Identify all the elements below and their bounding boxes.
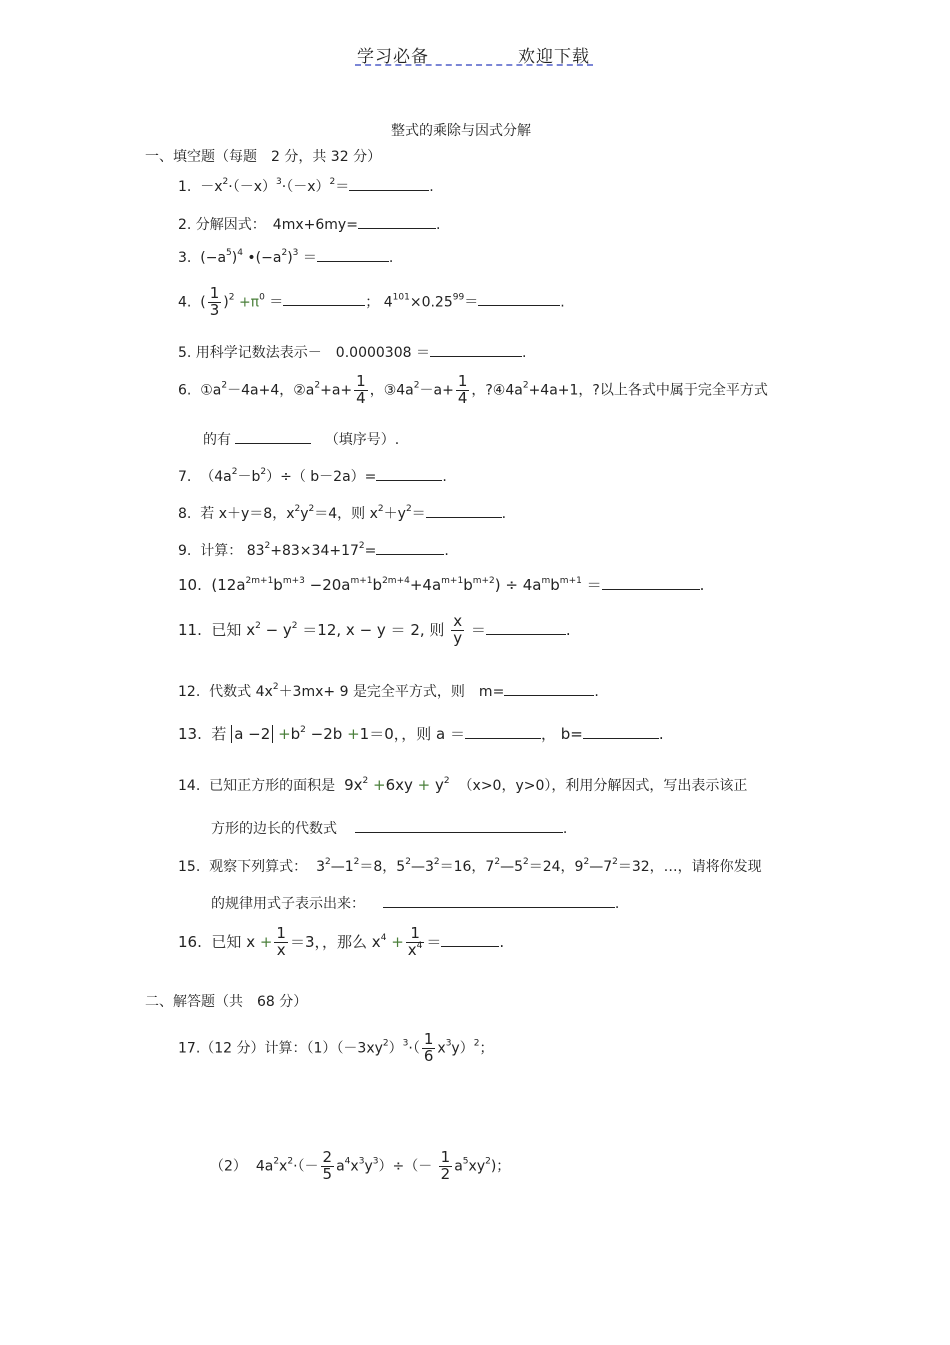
question-1: 1. $-x^2\cdot(-x)^3\cdot(-x)^2=$ . xyxy=(178,177,434,195)
answer-blank xyxy=(376,470,442,481)
question-16-number: 16. xyxy=(178,932,202,951)
question-7: 7. $(4a^2-b^2)\div$（ b－2a）= . xyxy=(178,467,447,485)
question-15-prefix: 观察下列算式： xyxy=(209,859,308,875)
question-17-part-2-label: （2） xyxy=(210,1158,247,1175)
question-3: 3. $(-a^5)^4$ $•(-a^2)^3$ ＝ . xyxy=(178,248,394,266)
question-12-number: 12. xyxy=(178,684,201,700)
fraction: $\frac{1}{3}$ xyxy=(209,284,220,319)
question-9-number: 9. xyxy=(178,543,192,559)
question-14-label: 方形的边长的代数式 xyxy=(211,821,337,837)
question-14-number: 14. xyxy=(178,778,201,794)
answer-blank xyxy=(283,295,365,306)
question-14-tail: （x>0，y>0），利用分解因式，写出表示该正 xyxy=(458,778,748,794)
question-8: 8. 若 x＋y＝8，$x^2y^2=4$，则 $x^2+y^2=$ . xyxy=(178,504,507,522)
fraction: $\frac{1}{x}$ xyxy=(276,924,286,959)
question-14: 14. 已知正方形的面积是 $9x^2 +6xy + y^2$ （x>0，y>0），利用分解因式，写出表示该正 xyxy=(178,776,748,794)
question-1-number: 1. xyxy=(178,179,192,195)
fraction: $\frac{1}{6}$ xyxy=(423,1030,434,1065)
answer-blank xyxy=(486,624,566,635)
question-13-number: 13. xyxy=(178,725,202,743)
answer-blank xyxy=(426,507,502,518)
question-15-label: 的规律用式子表示出来： xyxy=(211,896,365,912)
header-right: 欢迎下载 xyxy=(518,47,590,67)
answer-blank xyxy=(383,897,615,908)
fraction: $\frac{1}{2}$ xyxy=(440,1148,451,1183)
question-14-continuation: 方形的边长的代数式 . xyxy=(211,821,568,837)
question-14-prefix: 已知正方形的面积是 xyxy=(209,778,336,794)
fraction: $\frac{1}{4}$ xyxy=(356,372,366,407)
question-6-continuation xyxy=(203,429,399,449)
answer-blank xyxy=(317,251,389,262)
section-answer-heading: 二、解答题（共 68 分） xyxy=(145,994,308,1010)
answer-blank xyxy=(441,936,499,947)
question-15-number: 15. xyxy=(178,859,201,875)
fraction: $\frac{x}{y}$ xyxy=(453,612,463,647)
question-11-then: 则 xyxy=(429,620,445,639)
question-15-continuation: 的规律用式子表示出来： . xyxy=(211,896,620,912)
question-8-prefix: 若 xyxy=(200,506,215,522)
question-17-text: 17.（12 分）计算：（1） xyxy=(178,1040,337,1057)
question-12: 12. 代数式 $4x^2+3mx+ 9$ 是完全平方式，则 m= . xyxy=(178,682,599,700)
header-left: 学习必备 xyxy=(357,47,429,67)
question-16-prefix: 已知 xyxy=(211,932,242,951)
question-16: 16. 已知 x + $\frac{1}{x}$ ＝3，，那么 $x^4$ + $\frac{1}{x^4}$ ＝ . xyxy=(178,924,505,959)
question-17-part-1: 17.（12 分）计算：$(1)(-3xy^2)^3\cdot$（ $\frac{1}{6}$ $x^3y)^2$； xyxy=(178,1030,494,1065)
answer-blank xyxy=(358,218,436,229)
question-10-number: 10. xyxy=(178,576,202,594)
question-11: 11. 已知 $x^2 - y^2 =12$, x − y ＝ 2, 则 $\frac{x}{y}$ ＝ . xyxy=(178,612,571,647)
answer-blank xyxy=(376,544,444,555)
question-8-number: 8. xyxy=(178,506,192,522)
question-7-number: 7. xyxy=(178,469,192,485)
answer-blank xyxy=(504,685,594,696)
question-16-then: ，那么 xyxy=(322,932,368,951)
question-13-then: ，则 xyxy=(401,725,432,743)
section-fill-in-heading: 一、填空题（每题 2 分，共 32 分） xyxy=(145,149,382,165)
question-6-tail: ，?以上各式中属于完全平方式 xyxy=(578,382,768,399)
answer-blank xyxy=(602,579,700,590)
question-13-prefix: 若 xyxy=(211,725,227,743)
question-5: 5. 用科学记数法表示－ 0.0000308 ＝ . xyxy=(178,345,527,361)
answer-blank xyxy=(430,346,522,357)
question-11-number: 11. xyxy=(178,620,202,639)
question-15-tail: ，…，请将你发现 xyxy=(649,859,762,875)
question-12-middle: 是完全平方式，则 xyxy=(352,684,465,700)
question-13: 13. 若 $a -2 +b^2 -2b +1=0$，，则 a ＝ ， b= . xyxy=(178,725,664,743)
question-12-prefix: 代数式 xyxy=(209,684,252,700)
answer-blank xyxy=(465,728,541,739)
question-10: 10. $(12a^{2m+1}b^{m+3} -20a^{m+1}b^{2m+4}+4a^{m+1}b^{m+2}) \div 4a^mb^{m+1}$ ＝ . xyxy=(178,576,705,594)
question-2: 2. 分解因式： 4mx+6my= . xyxy=(178,217,441,233)
answer-blank xyxy=(355,822,563,833)
question-11-prefix: 已知 xyxy=(211,620,242,639)
question-3-number: 3. xyxy=(178,250,192,266)
question-5-text: 5. 用科学记数法表示－ 0.0000308 ＝ xyxy=(178,345,430,361)
fraction: $\frac{1}{4}$ xyxy=(457,372,468,407)
question-2-text: 2. 分解因式： 4mx+6my= xyxy=(178,217,358,233)
question-4: 4. ( $\frac{1}{3}$ )$^2 +\pi^0$ ＝ ； $4^{101}\times 0.25^{99}=$ . xyxy=(178,284,565,319)
question-6-number: 6. xyxy=(178,382,192,399)
question-6-label: 的有 xyxy=(203,432,231,448)
answer-blank xyxy=(235,433,311,444)
answer-blank xyxy=(349,180,429,191)
fraction: $\frac{1}{x^4}$ xyxy=(407,924,423,959)
fraction: $\frac{2}{5}$ xyxy=(322,1148,333,1183)
question-9: 9. 计算： $83^2+83\times 34+17^2=$ . xyxy=(178,541,449,559)
question-17-part-2: （2） $4a^2x^2\cdot(-$ $\frac{2}{5}$ $a^4x^3y^3)\div(-$ $\frac{1}{2}$ $a^5xy^2$)； xyxy=(210,1148,511,1183)
question-6: 6. $①a^2-4a+4$，$②a^2+a+$ $\frac{1}{4}$ ，$③4a^2-a+$ $\frac{1}{4}$ ，$?④4a^2+4a+1$，?以上各式中属于完全平方式 xyxy=(178,372,768,407)
question-9-prefix: 计算： xyxy=(200,543,243,559)
answer-blank xyxy=(478,295,560,306)
question-15: 15. 观察下列算式： $3^2—1^2=8$，$5^2—3^2=16$，$7^2—5^2=24$，$9^2—7^2=32$，…，请将你发现 xyxy=(178,857,762,875)
answer-blank xyxy=(583,728,659,739)
page-title: 整式的乘除与因式分解 xyxy=(391,123,531,139)
question-4-number: 4. xyxy=(178,294,192,311)
question-6-hint: （填序号）. xyxy=(324,432,400,448)
header-divider xyxy=(355,64,593,66)
